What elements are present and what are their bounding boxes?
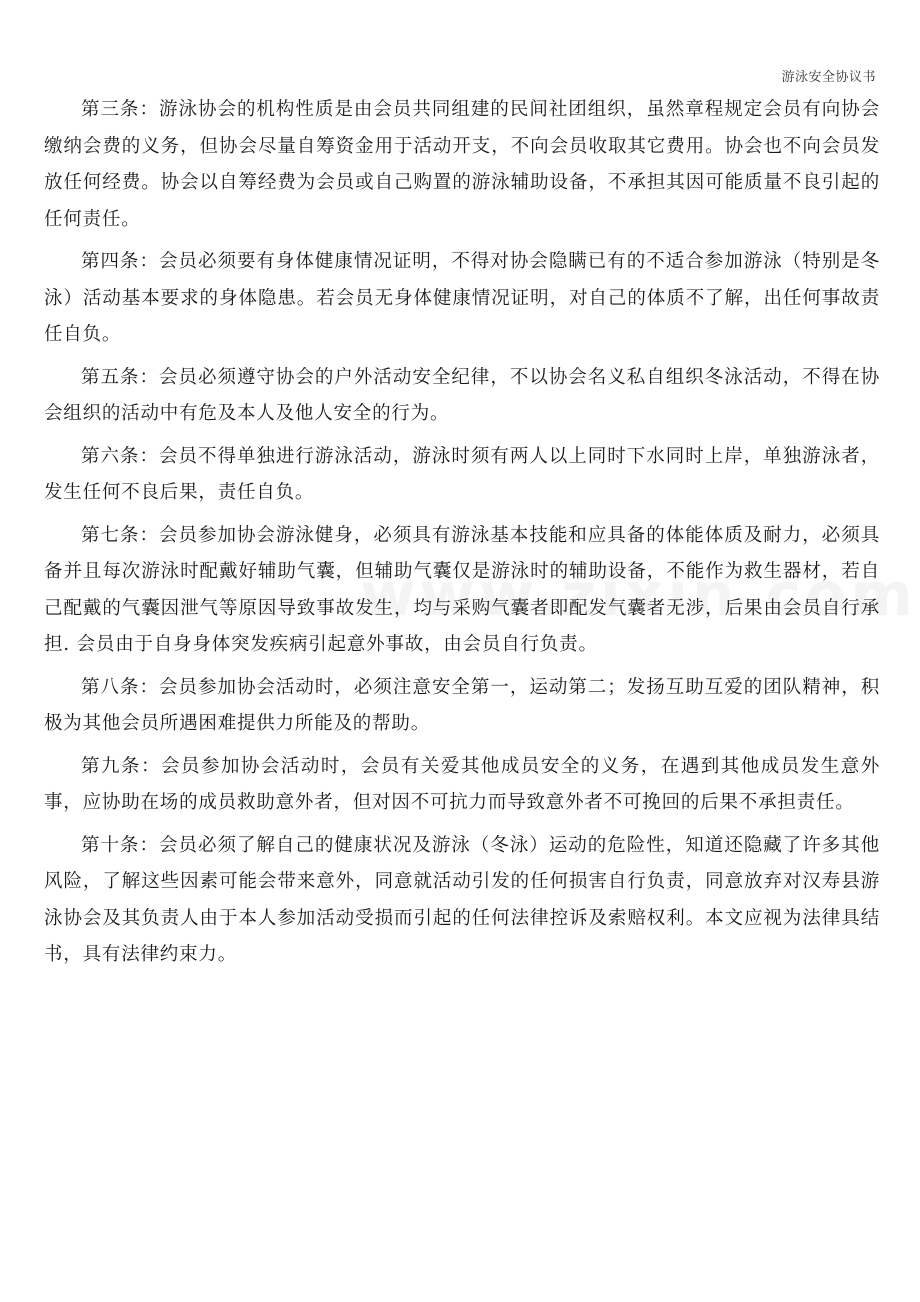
article-10: 第十条：会员必须了解自己的健康状况及游泳（冬泳）运动的危险性，知道还隐藏了许多其他风险，了解这些因素可能会带来意外，同意就活动引发的任何损害自行负责，同意放弃对汉寿县游泳协会及其负责人由于本人参加活动受损而引起的任何法律控诉及索赔权利。本文应视为法律具结书，具有法律约束力。 [44, 834, 880, 965]
article-9: 第九条：会员参加协会活动时，会员有关爱其他成员安全的义务，在遇到其他成员发生意外事，应协助在场的成员救助意外者，但对因不可抗力而导致意外者不可挽回的后果不承担责任。 [44, 755, 880, 813]
page-header-title: 游泳安全协议书 [781, 70, 876, 85]
article-7: 第七条：会员参加协会游泳健身，必须具有游泳基本技能和应具备的体能体质及耐力，必须具备并且每次游泳时配戴好辅助气囊，但辅助气囊仅是游泳时的辅助设备，不能作为救生器材，若自己配戴的气囊因泄气等原因导致事故发生，均与采购气囊者即配发气囊者无涉，后果由会员自行承担. 会员由于自身身体突发疾病引起意外事故，由会员自行负责。 [44, 524, 880, 655]
document-body [44, 92, 880, 980]
article-8: 第八条：会员参加协会活动时，必须注意安全第一，运动第二；发扬互助互爱的团队精神，积极为其他会员所遇困难提供力所能及的帮助。 [44, 676, 880, 734]
article-5: 第五条：会员必须遵守协会的户外活动安全纪律，不以协会名义私自组织冬泳活动，不得在协会组织的活动中有危及本人及他人安全的行为。 [44, 366, 880, 424]
article-6: 第六条：会员不得单独进行游泳活动，游泳时须有两人以上同时下水同时上岸，单独游泳者，发生任何不良后果，责任自负。 [44, 445, 880, 503]
article-3: 第三条：游泳协会的机构性质是由会员共同组建的民间社团组织，虽然章程规定会员有向协会缴纳会费的义务，但协会尽量自筹资金用于活动开支，不向会员收取其它费用。协会也不向会员发放任何经费。协会以自筹经费为会员或自己购置的游泳辅助设备，不承担其因可能质量不良引起的任何责任。 [44, 99, 880, 230]
article-4: 第四条：会员必须要有身体健康情况证明，不得对协会隐瞒已有的不适合参加游泳（特别是冬泳）活动基本要求的身体隐患。若会员无身体健康情况证明，对自己的体质不了解，出任何事故责任自负。 [44, 251, 880, 345]
